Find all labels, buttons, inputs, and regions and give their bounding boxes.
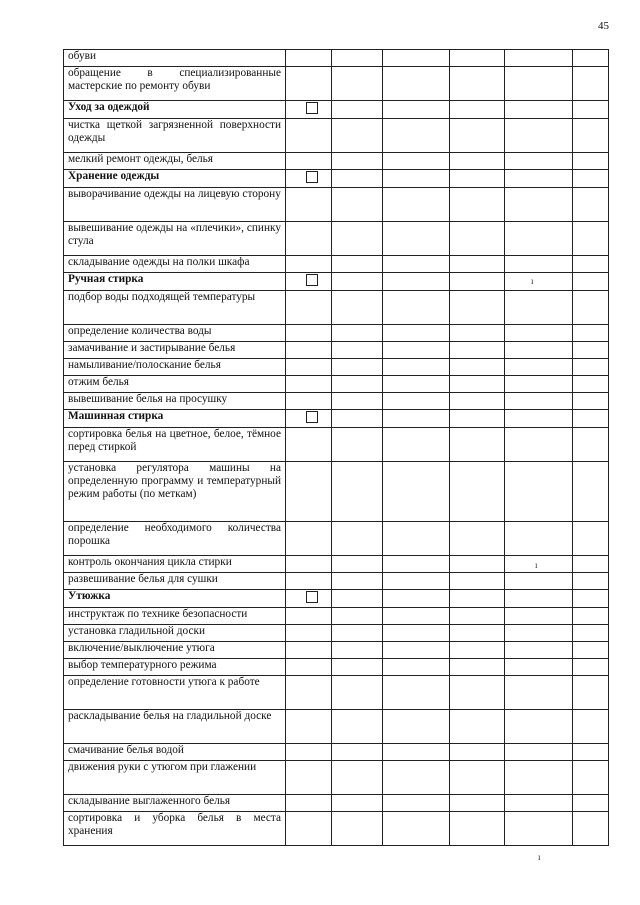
score-cell bbox=[332, 153, 383, 170]
score-cell bbox=[286, 393, 332, 410]
checkbox-icon bbox=[306, 274, 318, 286]
skill-label: сортировка белья на цветное, белое, тёмное перед стиркой bbox=[64, 428, 286, 462]
skill-label: вывешивание одежды на «плечики», спинку стула bbox=[64, 222, 286, 256]
score-cell bbox=[505, 188, 573, 222]
table-row bbox=[64, 67, 609, 101]
score-cell bbox=[286, 342, 332, 359]
score-cell bbox=[332, 222, 383, 256]
score-cell bbox=[383, 393, 450, 410]
table-row bbox=[64, 710, 609, 744]
skill-label: выбор температурного режима bbox=[64, 659, 286, 676]
score-cell bbox=[450, 556, 505, 573]
score-cell bbox=[573, 342, 609, 359]
table-row bbox=[64, 393, 609, 410]
skill-label: подбор воды подходящей температуры bbox=[64, 291, 286, 325]
checkbox-icon bbox=[306, 102, 318, 114]
score-cell bbox=[450, 188, 505, 222]
score-cell bbox=[383, 119, 450, 153]
score-cell bbox=[286, 376, 332, 393]
score-cell bbox=[573, 170, 609, 188]
score-cell bbox=[450, 376, 505, 393]
score-cell bbox=[573, 659, 609, 676]
score-cell bbox=[332, 590, 383, 608]
score-cell bbox=[505, 573, 573, 590]
table-row bbox=[64, 642, 609, 659]
score-cell bbox=[332, 642, 383, 659]
skill-label: чистка щеткой загрязненной поверхности одежды bbox=[64, 119, 286, 153]
section-row bbox=[64, 410, 609, 428]
score-cell bbox=[383, 761, 450, 795]
score-cell bbox=[450, 676, 505, 710]
score-cell bbox=[383, 273, 450, 291]
score-cell bbox=[332, 573, 383, 590]
score-cell bbox=[505, 50, 573, 67]
score-cell bbox=[505, 608, 573, 625]
score-cell bbox=[332, 556, 383, 573]
score-cell bbox=[450, 222, 505, 256]
skill-label: движения руки с утюгом при глажении bbox=[64, 761, 286, 795]
score-cell bbox=[286, 256, 332, 273]
skill-label: развешивание белья для сушки bbox=[64, 573, 286, 590]
score-cell bbox=[332, 625, 383, 642]
score-cell bbox=[286, 573, 332, 590]
score-cell bbox=[332, 273, 383, 291]
score-cell bbox=[573, 256, 609, 273]
score-cell bbox=[450, 325, 505, 342]
table-row bbox=[64, 50, 609, 67]
table-row bbox=[64, 188, 609, 222]
score-cell bbox=[450, 522, 505, 556]
score-cell bbox=[383, 795, 450, 812]
score-cell bbox=[573, 676, 609, 710]
score-cell bbox=[383, 573, 450, 590]
score-cell bbox=[332, 119, 383, 153]
score-cell bbox=[450, 67, 505, 101]
score-cell bbox=[332, 410, 383, 428]
score-cell bbox=[505, 170, 573, 188]
score-cell bbox=[450, 795, 505, 812]
score-cell bbox=[286, 795, 332, 812]
score-cell bbox=[450, 119, 505, 153]
score-cell bbox=[332, 812, 383, 846]
table-row bbox=[64, 522, 609, 556]
table-row bbox=[64, 761, 609, 795]
score-cell bbox=[286, 659, 332, 676]
score-cell bbox=[286, 119, 332, 153]
score-cell bbox=[450, 101, 505, 119]
score-cell bbox=[573, 428, 609, 462]
skill-label: определение необходимого количества порошка bbox=[64, 522, 286, 556]
skill-label: раскладывание белья на гладильной доске bbox=[64, 710, 286, 744]
table-row bbox=[64, 256, 609, 273]
score-cell bbox=[505, 590, 573, 608]
score-cell bbox=[450, 744, 505, 761]
skill-label: мелкий ремонт одежды, белья bbox=[64, 153, 286, 170]
score-cell bbox=[383, 359, 450, 376]
score-cell bbox=[573, 325, 609, 342]
score-cell bbox=[505, 556, 573, 573]
score-cell bbox=[573, 393, 609, 410]
score-cell bbox=[332, 522, 383, 556]
score-cell bbox=[332, 101, 383, 119]
score-cell bbox=[286, 462, 332, 522]
score-cell bbox=[573, 761, 609, 795]
score-cell bbox=[286, 291, 332, 325]
score-cell bbox=[286, 188, 332, 222]
score-cell bbox=[383, 462, 450, 522]
score-cell bbox=[332, 676, 383, 710]
score-cell bbox=[383, 325, 450, 342]
score-cell bbox=[505, 710, 573, 744]
score-cell bbox=[383, 608, 450, 625]
score-cell bbox=[573, 376, 609, 393]
score-cell bbox=[383, 291, 450, 325]
score-cell bbox=[332, 376, 383, 393]
score-cell bbox=[505, 744, 573, 761]
score-cell bbox=[332, 188, 383, 222]
score-cell bbox=[332, 608, 383, 625]
score-cell bbox=[286, 556, 332, 573]
checkbox-icon bbox=[306, 591, 318, 603]
score-cell bbox=[332, 462, 383, 522]
score-cell bbox=[505, 812, 573, 846]
table-row bbox=[64, 573, 609, 590]
skill-label: контроль окончания цикла стирки bbox=[64, 556, 286, 573]
table-row bbox=[64, 359, 609, 376]
score-cell bbox=[286, 608, 332, 625]
score-cell bbox=[286, 625, 332, 642]
skill-label: отжим белья bbox=[64, 376, 286, 393]
score-cell bbox=[505, 410, 573, 428]
score-cell bbox=[450, 50, 505, 67]
score-cell bbox=[332, 170, 383, 188]
score-cell bbox=[505, 393, 573, 410]
score-cell bbox=[450, 359, 505, 376]
score-cell bbox=[286, 812, 332, 846]
section-title: Утюжка bbox=[64, 590, 286, 608]
score-cell bbox=[332, 50, 383, 67]
score-cell bbox=[505, 342, 573, 359]
section-row bbox=[64, 170, 609, 188]
score-cell bbox=[450, 342, 505, 359]
score-cell bbox=[450, 573, 505, 590]
score-cell bbox=[573, 710, 609, 744]
score-cell bbox=[505, 119, 573, 153]
score-cell bbox=[505, 795, 573, 812]
score-cell bbox=[573, 812, 609, 846]
table-row bbox=[64, 291, 609, 325]
skill-label: определение количества воды bbox=[64, 325, 286, 342]
score-cell bbox=[573, 522, 609, 556]
skills-checklist-table bbox=[63, 49, 609, 846]
score-cell bbox=[573, 573, 609, 590]
table-row bbox=[64, 428, 609, 462]
score-cell bbox=[505, 659, 573, 676]
skill-label: определение готовности утюга к работе bbox=[64, 676, 286, 710]
score-cell bbox=[286, 50, 332, 67]
score-cell bbox=[573, 642, 609, 659]
score-cell bbox=[505, 67, 573, 101]
score-cell bbox=[573, 625, 609, 642]
score-cell bbox=[573, 359, 609, 376]
score-cell bbox=[450, 590, 505, 608]
score-cell bbox=[573, 222, 609, 256]
score-cell bbox=[332, 256, 383, 273]
score-cell bbox=[505, 256, 573, 273]
score-cell bbox=[383, 676, 450, 710]
score-cell bbox=[383, 812, 450, 846]
section-row bbox=[64, 590, 609, 608]
score-cell bbox=[573, 273, 609, 291]
stray-mark: ı bbox=[538, 852, 541, 862]
score-cell bbox=[383, 710, 450, 744]
score-cell bbox=[332, 325, 383, 342]
score-cell bbox=[286, 410, 332, 428]
checkbox-icon bbox=[306, 411, 318, 423]
skill-label: обуви bbox=[64, 50, 286, 67]
table-row bbox=[64, 744, 609, 761]
score-cell bbox=[505, 625, 573, 642]
score-cell bbox=[286, 642, 332, 659]
skill-label: складывание одежды на полки шкафа bbox=[64, 256, 286, 273]
table-row bbox=[64, 676, 609, 710]
score-cell bbox=[332, 67, 383, 101]
table-row bbox=[64, 153, 609, 170]
score-cell bbox=[286, 67, 332, 101]
score-cell bbox=[383, 410, 450, 428]
score-cell bbox=[505, 359, 573, 376]
score-cell bbox=[383, 222, 450, 256]
score-cell bbox=[286, 761, 332, 795]
score-cell bbox=[383, 256, 450, 273]
score-cell bbox=[573, 462, 609, 522]
stray-mark: ı bbox=[531, 276, 534, 286]
score-cell bbox=[332, 710, 383, 744]
score-cell bbox=[450, 710, 505, 744]
section-title: Хранение одежды bbox=[64, 170, 286, 188]
score-cell bbox=[573, 608, 609, 625]
table-row bbox=[64, 462, 609, 522]
table-row bbox=[64, 376, 609, 393]
section-row bbox=[64, 273, 609, 291]
score-cell bbox=[332, 761, 383, 795]
score-cell bbox=[286, 153, 332, 170]
skill-label: установка регулятора машины на определенную программу и температурный режим работы (по меткам) bbox=[64, 462, 286, 522]
score-cell bbox=[450, 812, 505, 846]
score-cell bbox=[383, 50, 450, 67]
score-cell bbox=[573, 556, 609, 573]
score-cell bbox=[505, 676, 573, 710]
score-cell bbox=[573, 744, 609, 761]
score-cell bbox=[383, 556, 450, 573]
table-row bbox=[64, 608, 609, 625]
table-row bbox=[64, 342, 609, 359]
skill-label: смачивание белья водой bbox=[64, 744, 286, 761]
score-cell bbox=[332, 393, 383, 410]
table-row bbox=[64, 119, 609, 153]
score-cell bbox=[286, 273, 332, 291]
checkbox-icon bbox=[306, 171, 318, 183]
score-cell bbox=[383, 744, 450, 761]
score-cell bbox=[332, 795, 383, 812]
score-cell bbox=[286, 590, 332, 608]
table-row bbox=[64, 812, 609, 846]
score-cell bbox=[505, 273, 573, 291]
score-cell bbox=[450, 410, 505, 428]
score-cell bbox=[286, 676, 332, 710]
score-cell bbox=[286, 428, 332, 462]
page-number: 45 bbox=[598, 20, 609, 32]
skill-label: установка гладильной доски bbox=[64, 625, 286, 642]
score-cell bbox=[383, 625, 450, 642]
score-cell bbox=[573, 153, 609, 170]
score-cell bbox=[383, 522, 450, 556]
score-cell bbox=[505, 222, 573, 256]
section-title: Ручная стирка bbox=[64, 273, 286, 291]
score-cell bbox=[286, 101, 332, 119]
score-cell bbox=[505, 325, 573, 342]
table-row bbox=[64, 222, 609, 256]
score-cell bbox=[505, 522, 573, 556]
score-cell bbox=[332, 342, 383, 359]
score-cell bbox=[573, 188, 609, 222]
score-cell bbox=[450, 462, 505, 522]
score-cell bbox=[332, 659, 383, 676]
score-cell bbox=[450, 642, 505, 659]
score-cell bbox=[383, 188, 450, 222]
score-cell bbox=[332, 428, 383, 462]
score-cell bbox=[450, 153, 505, 170]
skill-label: складывание выглаженного белья bbox=[64, 795, 286, 812]
score-cell bbox=[286, 170, 332, 188]
score-cell bbox=[450, 393, 505, 410]
score-cell bbox=[286, 359, 332, 376]
skill-label: включение/выключение утюга bbox=[64, 642, 286, 659]
score-cell bbox=[505, 101, 573, 119]
score-cell bbox=[383, 590, 450, 608]
score-cell bbox=[286, 222, 332, 256]
score-cell bbox=[450, 659, 505, 676]
score-cell bbox=[505, 428, 573, 462]
score-cell bbox=[573, 50, 609, 67]
score-cell bbox=[286, 522, 332, 556]
skill-label: вывешивание белья на просушку bbox=[64, 393, 286, 410]
score-cell bbox=[450, 625, 505, 642]
stray-mark: ı bbox=[535, 560, 538, 570]
score-cell bbox=[450, 428, 505, 462]
skill-label: инструктаж по технике безопасности bbox=[64, 608, 286, 625]
table-row bbox=[64, 659, 609, 676]
score-cell bbox=[383, 170, 450, 188]
skill-label: замачивание и застирывание белья bbox=[64, 342, 286, 359]
score-cell bbox=[450, 273, 505, 291]
score-cell bbox=[505, 642, 573, 659]
score-cell bbox=[383, 428, 450, 462]
score-cell bbox=[383, 67, 450, 101]
score-cell bbox=[573, 410, 609, 428]
score-cell bbox=[450, 761, 505, 795]
score-cell bbox=[450, 291, 505, 325]
score-cell bbox=[505, 376, 573, 393]
score-cell bbox=[383, 659, 450, 676]
score-cell bbox=[573, 590, 609, 608]
score-cell bbox=[286, 710, 332, 744]
score-cell bbox=[450, 608, 505, 625]
table-row bbox=[64, 556, 609, 573]
score-cell bbox=[450, 170, 505, 188]
score-cell bbox=[505, 761, 573, 795]
score-cell bbox=[573, 291, 609, 325]
score-cell bbox=[332, 359, 383, 376]
score-cell bbox=[332, 744, 383, 761]
score-cell bbox=[383, 153, 450, 170]
score-cell bbox=[332, 291, 383, 325]
score-cell bbox=[505, 462, 573, 522]
skill-label: выворачивание одежды на лицевую сторону bbox=[64, 188, 286, 222]
score-cell bbox=[573, 795, 609, 812]
skill-label: обращение в специализированные мастерские по ремонту обуви bbox=[64, 67, 286, 101]
score-cell bbox=[573, 101, 609, 119]
table-row bbox=[64, 325, 609, 342]
score-cell bbox=[383, 376, 450, 393]
section-title: Машинная стирка bbox=[64, 410, 286, 428]
skill-label: сортировка и уборка белья в места хранения bbox=[64, 812, 286, 846]
score-cell bbox=[450, 256, 505, 273]
table-row bbox=[64, 625, 609, 642]
score-cell bbox=[383, 642, 450, 659]
score-cell bbox=[286, 325, 332, 342]
skill-label: намыливание/полоскание белья bbox=[64, 359, 286, 376]
score-cell bbox=[573, 119, 609, 153]
score-cell bbox=[286, 744, 332, 761]
score-cell bbox=[505, 291, 573, 325]
score-cell bbox=[383, 342, 450, 359]
score-cell bbox=[505, 153, 573, 170]
score-cell bbox=[383, 101, 450, 119]
table-row bbox=[64, 795, 609, 812]
section-row bbox=[64, 101, 609, 119]
score-cell bbox=[573, 67, 609, 101]
section-title: Уход за одеждой bbox=[64, 101, 286, 119]
